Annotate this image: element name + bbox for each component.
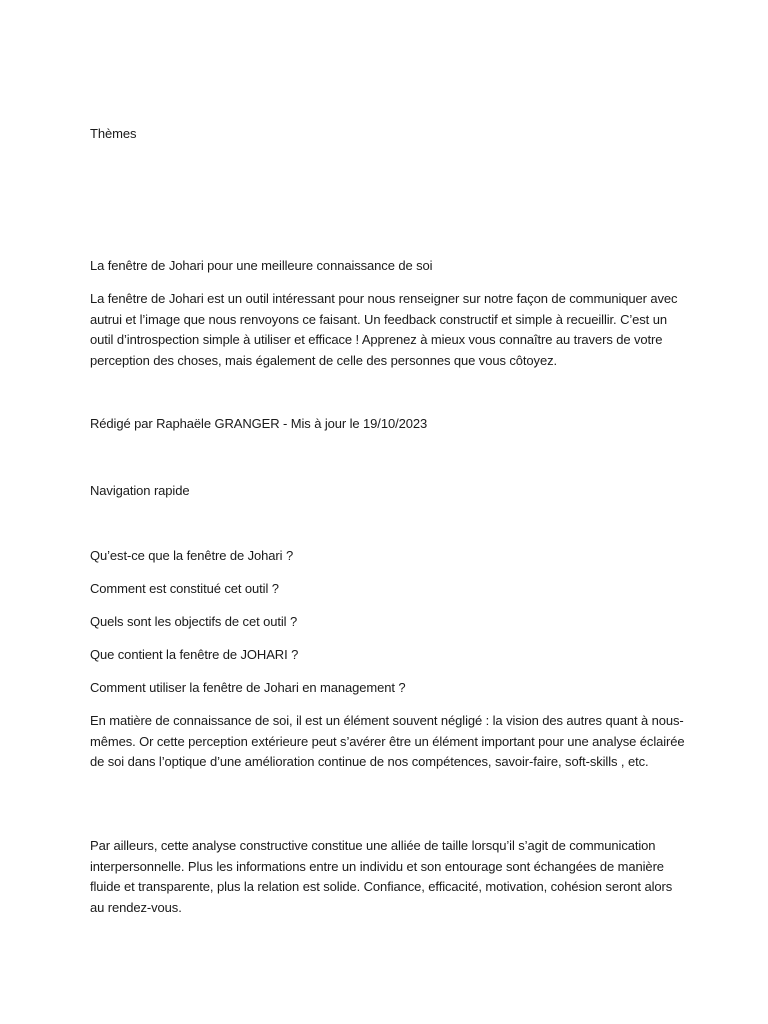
themes-label: Thèmes (90, 126, 137, 141)
article-title: La fenêtre de Johari pour une meilleure connaissance de soi (90, 258, 433, 273)
nav-link-how-constituted[interactable]: Comment est constitué cet outil ? (90, 581, 279, 596)
nav-link-what-is-johari[interactable]: Qu’est-ce que la fenêtre de Johari ? (90, 548, 294, 563)
navigation-heading: Navigation rapide (90, 483, 190, 498)
body-paragraph-2: Par ailleurs, cette analyse constructive constitue une alliée de taille lorsqu’il s’agit de communication interpersonnelle. Plus les informations entre un individu et son entourage sont échangées de manière fluide et transparente, plus la relation est solide. Confiance, efficacité, motivation, cohésion seront alors au rendez-vous. (90, 838, 673, 915)
body-paragraph-1: En matière de connaissance de soi, il est un élément souvent négligé : la vision des autres quant à nous-mêmes. Or cette perception extérieure peut s’avérer être un élément important pour une analyse éclairée de soi dans l’optique d’une amélioration continue de nos compétences, savoir-faire, soft-skills , etc. (90, 713, 685, 769)
nav-link-contents[interactable]: Que contient la fenêtre de JOHARI ? (90, 647, 299, 662)
nav-link-management[interactable]: Comment utiliser la fenêtre de Johari en management ? (90, 680, 406, 695)
intro-paragraph: La fenêtre de Johari est un outil intéressant pour nous renseigner sur notre façon de communiquer avec autrui et l’image que nous renvoyons ce faisant. Un feedback constructif et simple à recueillir. C’est un outil d’introspection simple à utiliser et efficace ! Apprenez à mieux vous connaître au travers de votre perception des choses, mais également de celle des personnes que vous côtoyez. (90, 291, 678, 368)
byline: Rédigé par Raphaële GRANGER - Mis à jour le 19/10/2023 (90, 416, 428, 431)
nav-link-objectives[interactable]: Quels sont les objectifs de cet outil ? (90, 614, 298, 629)
